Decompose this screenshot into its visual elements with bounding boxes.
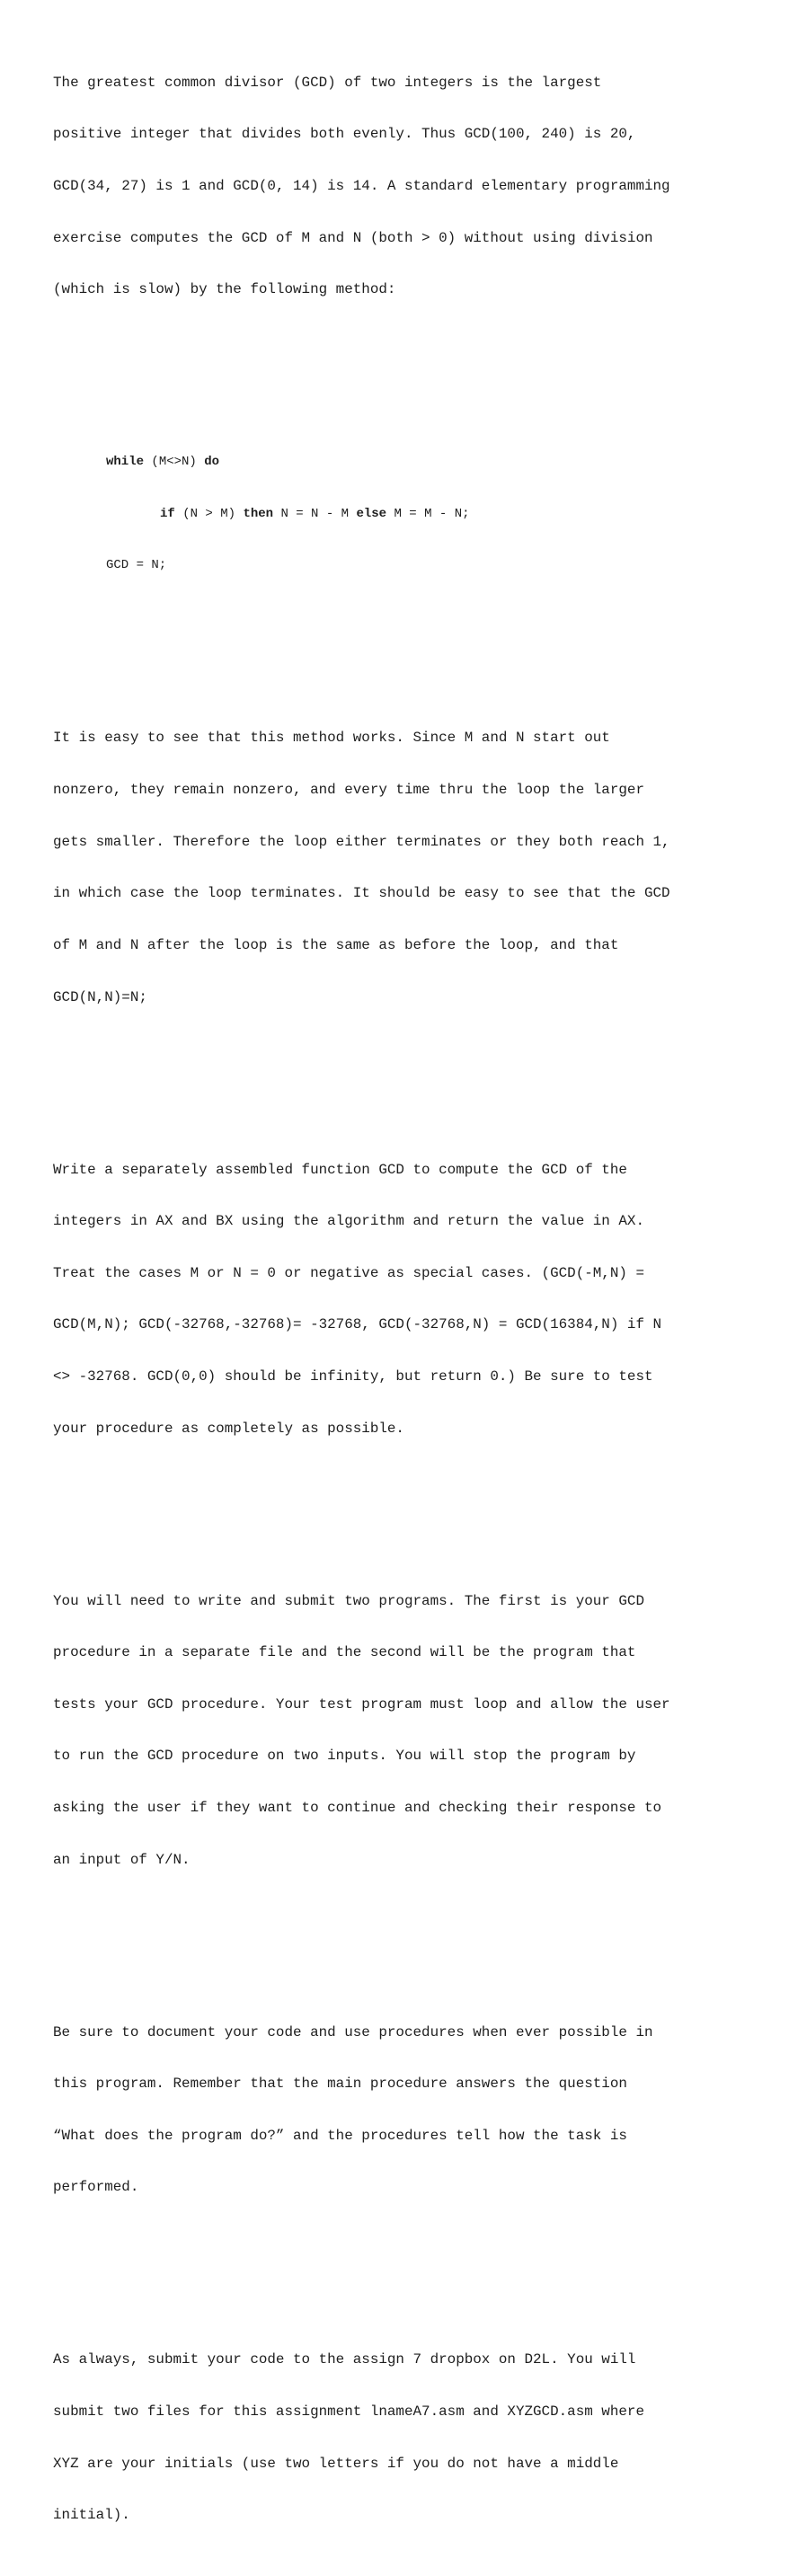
paragraph-gap bbox=[53, 1507, 772, 1524]
text-line: tests your GCD procedure. Your test program must loop and allow the user bbox=[53, 1695, 670, 1713]
text-line: GCD(34, 27) is 1 and GCD(0, 14) is 14. A standard elementary programming bbox=[53, 178, 670, 195]
keyword-if: if bbox=[160, 506, 175, 521]
code-line-while bbox=[106, 454, 772, 471]
text-line: Treat the cases M or N = 0 or negative as special cases. (GCD(-M,N) = bbox=[53, 1264, 644, 1281]
text-line: submit two files for this assignment lnameA7.asm and XYZGCD.asm where bbox=[53, 2403, 644, 2421]
keyword-then: then bbox=[243, 506, 274, 521]
explanation-paragraph bbox=[53, 695, 772, 1040]
programs-paragraph bbox=[53, 1558, 772, 1903]
text-line: your procedure as completely as possible. bbox=[53, 1420, 404, 1437]
text-line: Be sure to document your code and use procedures when ever possible in bbox=[53, 2023, 653, 2040]
text-line: It is easy to see that this method works. Since M and N start out bbox=[53, 730, 610, 747]
text-line: this program. Remember that the main procedure answers the question bbox=[53, 2076, 627, 2093]
text-line: The greatest common divisor (GCD) of two integers is the largest bbox=[53, 74, 602, 91]
keyword-while: while bbox=[106, 455, 145, 470]
paragraph-gap bbox=[53, 1938, 772, 1955]
keyword-do: do bbox=[204, 455, 220, 470]
text-line: asking the user if they want to continue and checking their response to bbox=[53, 1800, 662, 1817]
text-line: procedure in a separate file and the second will be the program that bbox=[53, 1644, 636, 1661]
text-line: XYZ are your initials (use two letters if you do not have a middle bbox=[53, 2455, 619, 2472]
while-condition: (M<>N) bbox=[144, 455, 205, 470]
text-line: You will need to write and submit two programs. The first is your GCD bbox=[53, 1592, 644, 1609]
text-line: gets smaller. Therefore the loop either terminates or they both reach 1, bbox=[53, 833, 670, 850]
keyword-else: else bbox=[356, 506, 387, 521]
text-line: an input of Y/N. bbox=[53, 1851, 191, 1868]
then-statement: N = N - M bbox=[273, 506, 357, 521]
text-line: GCD(M,N); GCD(-32768,-32768)= -32768, GCD(-32768,N) = GCD(16384,N) if N bbox=[53, 1316, 662, 1333]
submission-paragraph bbox=[53, 2317, 772, 2559]
text-line: integers in AX and BX using the algorithm and return the value in AX. bbox=[53, 1213, 644, 1230]
text-line: to run the GCD procedure on two inputs. You will stop the program by bbox=[53, 1748, 636, 1765]
text-line: As always, submit your code to the assign 7 dropbox on D2L. You will bbox=[53, 2351, 636, 2368]
code-line-gcd: GCD = N; bbox=[106, 558, 167, 573]
text-line: performed. bbox=[53, 2179, 139, 2196]
task-paragraph bbox=[53, 1127, 772, 1472]
paragraph-gap bbox=[53, 643, 772, 660]
text-line: <> -32768. GCD(0,0) should be infinity, but return 0.) Be sure to test bbox=[53, 1368, 653, 1385]
text-line: exercise computes the GCD of M and N (both > 0) without using division bbox=[53, 229, 653, 246]
paragraph-gap bbox=[53, 2265, 772, 2282]
documentation-paragraph bbox=[53, 1989, 772, 2231]
intro-paragraph bbox=[53, 40, 772, 332]
text-line: positive integer that divides both evenly. Thus GCD(100, 240) is 20, bbox=[53, 126, 636, 143]
text-line: “What does the program do?” and the procedures tell how the task is bbox=[53, 2127, 627, 2144]
code-line-if bbox=[106, 506, 772, 523]
paragraph-gap bbox=[53, 367, 772, 385]
text-line: of M and N after the loop is the same as before the loop, and that bbox=[53, 936, 619, 953]
text-line: nonzero, they remain nonzero, and every time thru the loop the larger bbox=[53, 782, 644, 799]
text-line: GCD(N,N)=N; bbox=[53, 988, 147, 1005]
assignment-document bbox=[53, 5, 772, 2576]
text-line: in which case the loop terminates. It should be easy to see that the GCD bbox=[53, 885, 670, 902]
else-statement: M = M - N; bbox=[386, 506, 470, 521]
text-line: Write a separately assembled function GCD to compute the GCD of the bbox=[53, 1161, 627, 1178]
if-condition: (N > M) bbox=[174, 506, 244, 521]
paragraph-gap bbox=[53, 1076, 772, 1093]
text-line: initial). bbox=[53, 2507, 130, 2524]
algorithm-code-block bbox=[106, 420, 772, 609]
text-line: (which is slow) by the following method: bbox=[53, 281, 396, 298]
